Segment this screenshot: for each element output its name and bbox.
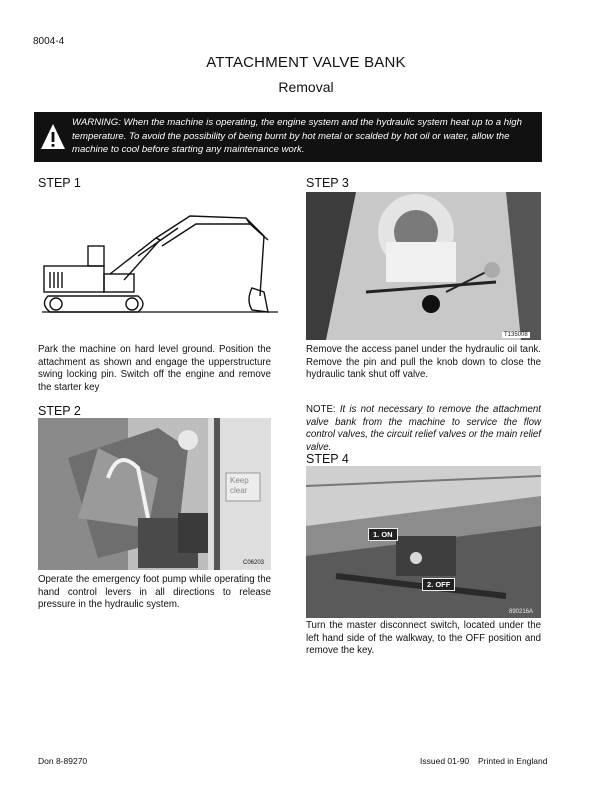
master-switch-illustration [306, 466, 541, 618]
step4-text: Turn the master disconnect switch, located under the left hand side of the walkway, to the OFF position and remove the key. [306, 620, 541, 657]
note-text: It is not necessary to remove the attachment valve bank from the machine to service the flow control valves, the circuit relief valves or the main relief valve. [306, 404, 541, 453]
warning-box [34, 112, 542, 162]
excavator-illustration [38, 196, 283, 336]
step2-heading: STEP 2 [38, 404, 81, 418]
step2-photo [38, 418, 271, 570]
page-number: 8004-4 [33, 36, 65, 47]
step1-text: Park the machine on hard level ground. Position the attachment as shown and engage the upperstructure swing locking pin. Switch off the engine and remove the starter key [38, 344, 271, 393]
switch-off-label: 2. OFF [422, 578, 455, 591]
page-title: ATTACHMENT VALVE BANK [206, 54, 406, 71]
warning-icon [40, 122, 66, 152]
footer-issued: Issued 01-90 [420, 756, 470, 766]
footer-document-number: Don 8-89270 [38, 756, 88, 766]
step1-heading: STEP 1 [38, 176, 81, 190]
note-block [306, 404, 541, 454]
step3-image-code: T135008 [504, 332, 528, 338]
page-subtitle: Removal [278, 79, 334, 95]
tank-valve-illustration [306, 192, 541, 340]
step4-photo [306, 466, 541, 618]
step4-heading: STEP 4 [306, 452, 349, 466]
keep-clear-sign-line2: clear [230, 486, 248, 495]
step2-image-code: C06203 [243, 560, 265, 566]
step3-photo [306, 192, 541, 340]
step3-heading: STEP 3 [306, 176, 349, 190]
step4-image-code: 890216A [509, 609, 534, 615]
step2-text: Operate the emergency foot pump while operating the hand control levers in all directions to release pressure in the hydraulic system. [38, 574, 271, 611]
step3-text: Remove the access panel under the hydraulic oil tank. Remove the pin and pull the knob down to close the hydraulic tank shut off valve. [306, 344, 541, 381]
keep-clear-sign-line1: Keep [230, 476, 249, 485]
warning-text: WARNING: When the machine is operating, the engine system and the hydraulic system heat up to a high temperature. To avoid the possibility of being burnt by hot metal or scalded by hot oil or water, allow the machine to cool before starting any maintenance work. [72, 117, 522, 155]
switch-on-label: 1. ON [368, 528, 398, 541]
note-label: NOTE: [306, 404, 336, 415]
footer-printed: Printed in England [478, 756, 548, 766]
